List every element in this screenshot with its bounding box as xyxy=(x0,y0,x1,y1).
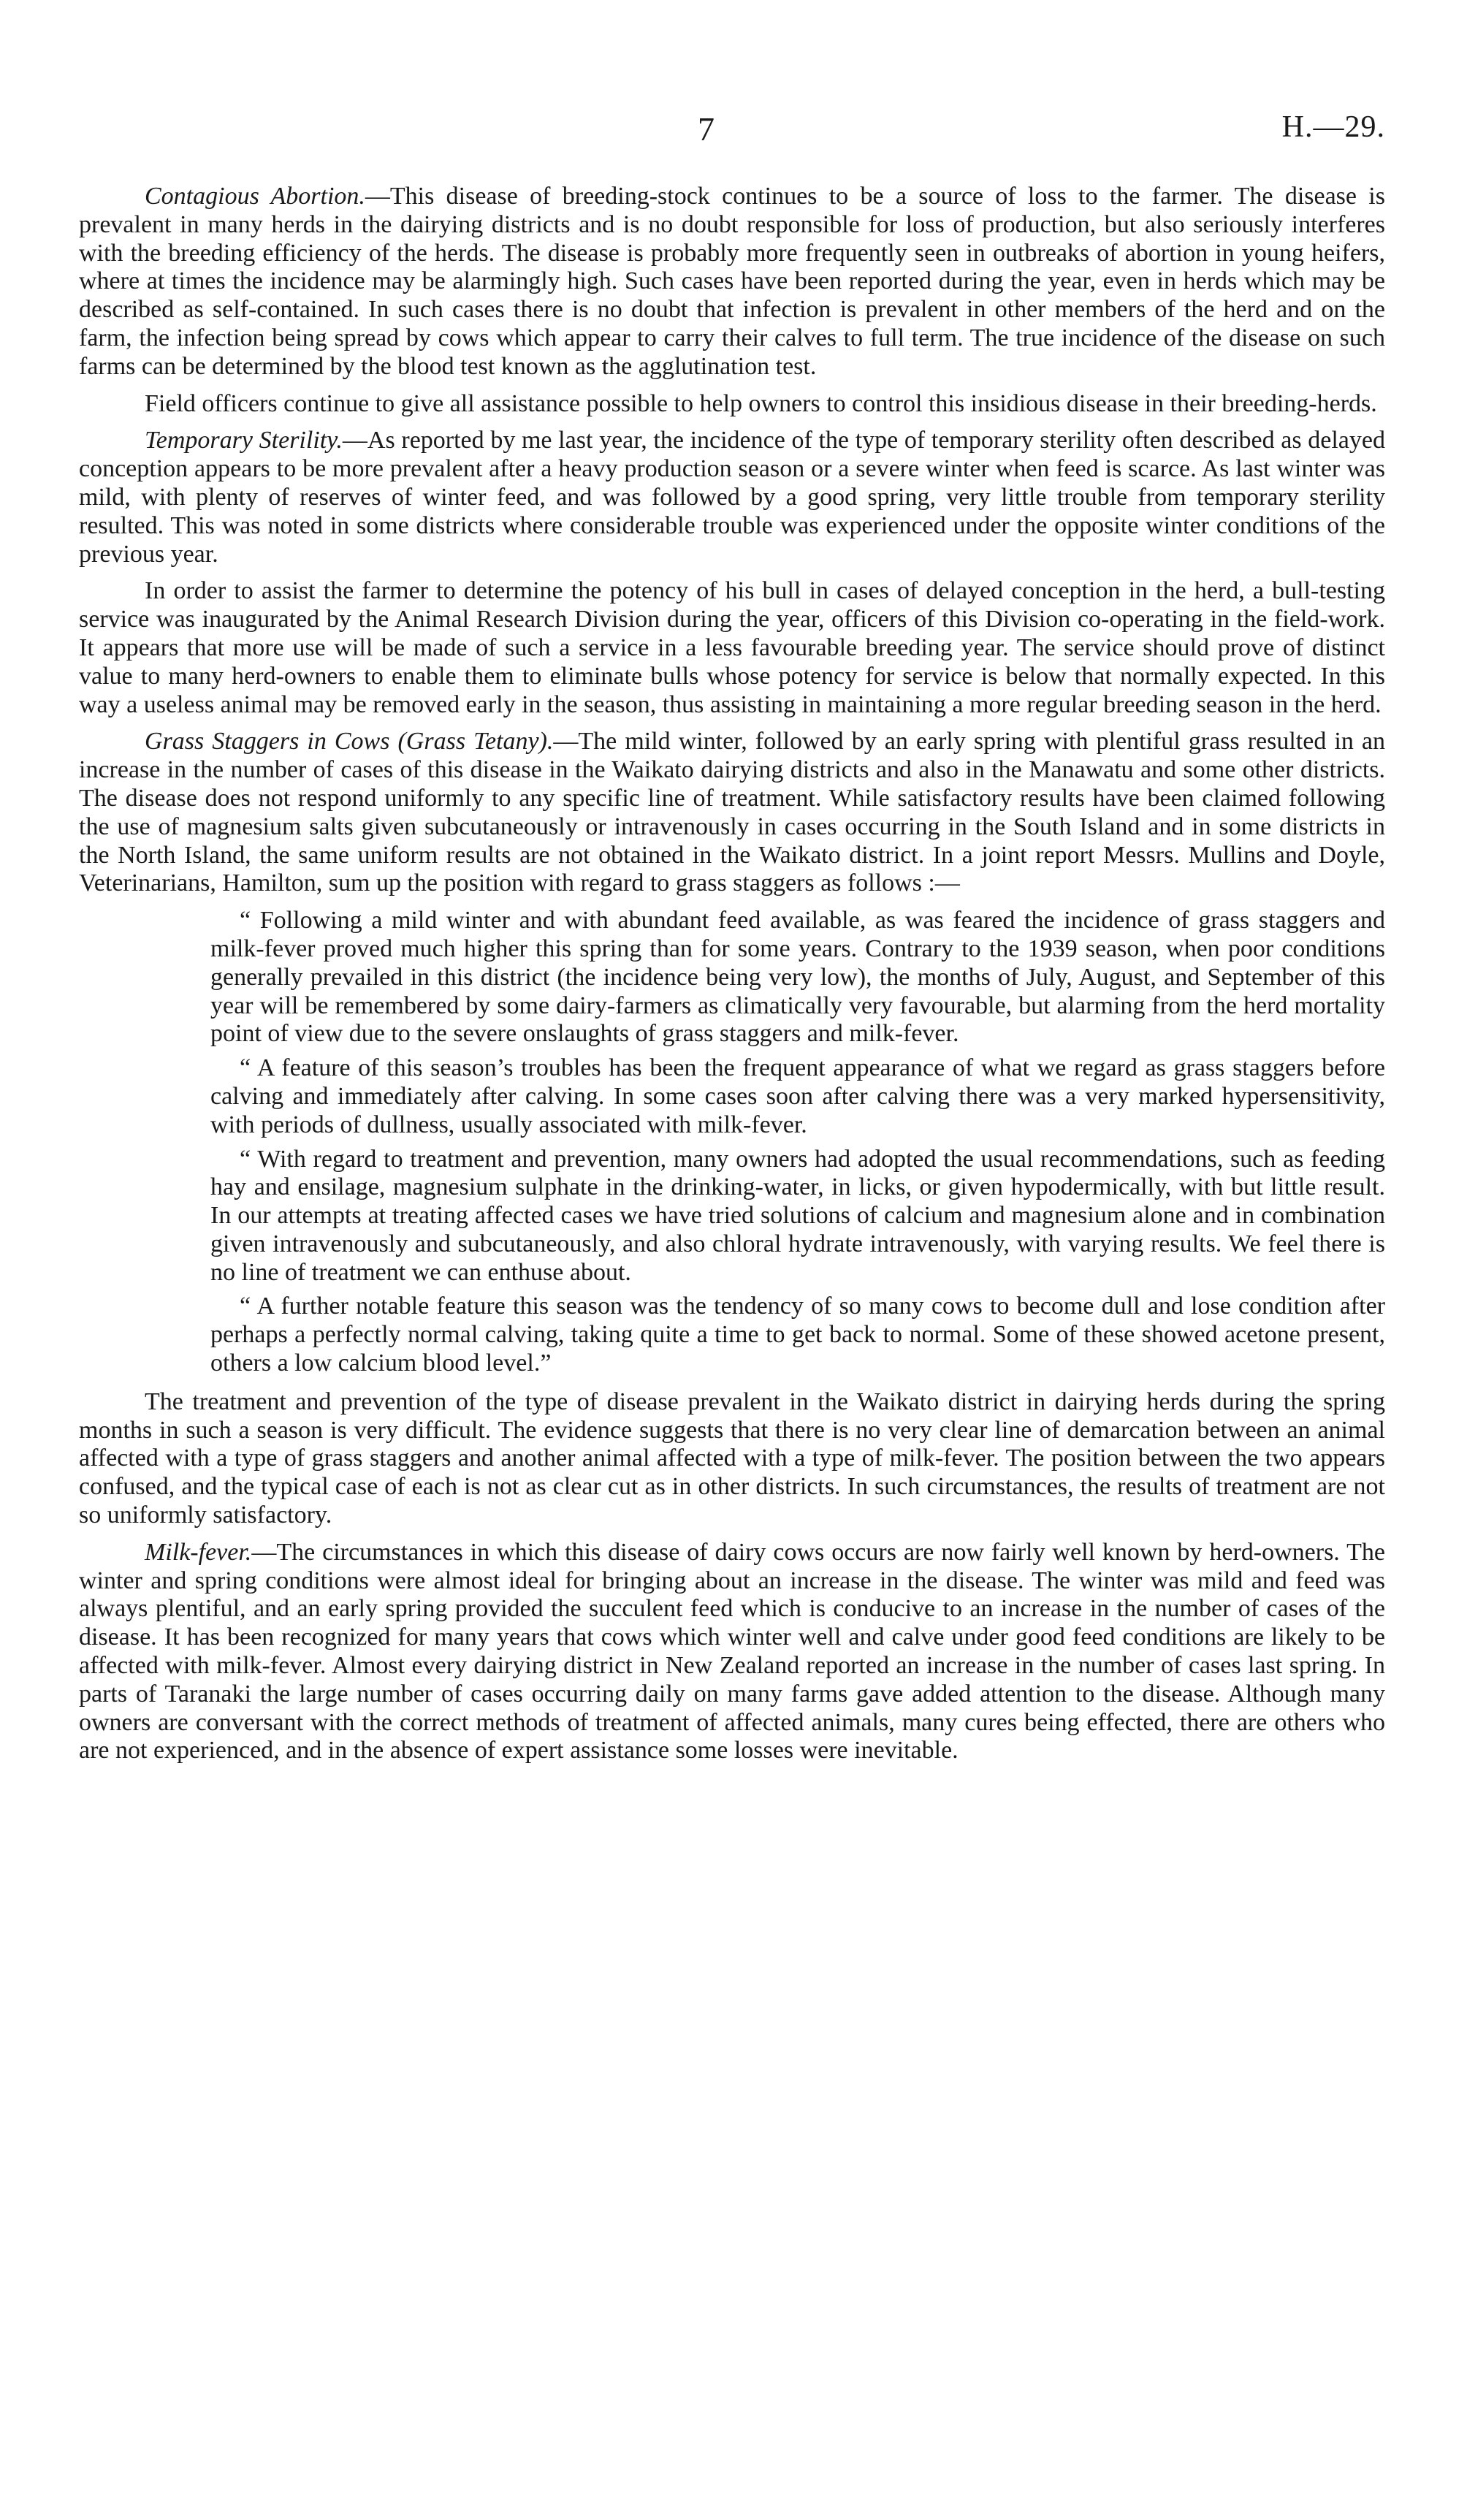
paragraph-temporary-sterility xyxy=(79,427,1385,568)
section-heading-milk-fever: Milk-fever. xyxy=(145,1538,252,1566)
block-quote xyxy=(79,907,1385,1378)
paragraph-text: —As reported by me last year, the incidence of the type of temporary sterility often described as delayed conception appears to be more prevalent after a heavy production season or a severe winter when feed is scarce. As last winter was mild, with plenty of reserves of winter feed, and was followed by a good spring, very little trouble from temporary sterility resulted. This was noted in some districts where considerable trouble was experienced under the opposite winter conditions of the previous year. xyxy=(79,427,1385,568)
paragraph-contagious-abortion xyxy=(79,183,1385,381)
paragraph-text: Field officers continue to give all assistance possible to help owners to control this insidious disease in their breeding-herds. xyxy=(145,389,1377,417)
document-reference: H.—29. xyxy=(1281,110,1385,144)
section-heading-temporary-sterility: Temporary Sterility. xyxy=(145,427,343,454)
page-number: 7 xyxy=(698,110,715,148)
paragraph-text: —The mild winter, followed by an early spring with plentiful grass resulted in an increase in the number of cases of this disease in the Waikato dairying districts and also in the Manawatu and some other districts. The disease does not respond uniformly to any specific line of treatment. While satisfactory results have been claimed following the use of magnesium salts given subcutaneously or intravenously in cases occurring in the South Island and in some districts in the North Island, the same uniform results are not obtained in the Waikato district. In a joint report Messrs. Mullins and Doyle, Veterinarians, Hamilton, sum up the position with regard to grass staggers as follows :— xyxy=(79,728,1385,897)
quote-paragraph: “ A feature of this season’s troubles has been the frequent appearance of what we regard as grass staggers before calving and immediately after calving. In some cases soon after calving there was a very marked hypersensitivity, with periods of dullness, usually associated with milk-fever. xyxy=(210,1054,1385,1138)
paragraph-text: The treatment and prevention of the type of disease prevalent in the Waikato district in dairying herds during the spring months in such a season is very difficult. The evidence suggests that there is no very clear line of demarcation between an animal affected with a type of grass staggers and another animal affected with a type of milk-fever. The position between the two appears confused, and the typical case of each is not as clear cut as in other districts. In such circumstances, the results of treatment are not so uniformly satisfactory. xyxy=(79,1387,1385,1529)
paragraph-text: —The circumstances in which this disease of dairy cows occurs are now fairly well known by herd-owners. The winter and spring conditions were almost ideal for bringing about an increase in the disease. The winter was mild and feed was always plentiful, and an early spring provided the succulent feed which is conducive to an increase in the number of cases of the disease. It has been recognized for many years that cows which winter well and calve under good feed conditions are likely to be affected with milk-fever. Almost every dairying district in New Zealand reported an increase in the number of cases last spring. In parts of Taranaki the large number of cases occurring daily on many farms gave added attention to the disease. Although many owners are conversant with the correct methods of treatment of affected animals, many cures being effected, there are others who are not experienced, and in the absence of expert assistance some losses were inevitable. xyxy=(79,1538,1385,1765)
section-heading-contagious-abortion: Contagious Abortion. xyxy=(145,183,365,210)
quote-paragraph: “ With regard to treatment and prevention, many owners had adopted the usual recommendations, such as feeding hay and ensilage, magnesium sulphate in the drinking-water, in licks, or given hypodermically, with but little result. In our attempts at treating affected cases we have tried solutions of calcium and magnesium alone and in combination given intravenously and subcutaneously, and also chloral hydrate intravenously, with varying results. We feel there is no line of treatment we can enthuse about. xyxy=(210,1145,1385,1286)
page-header xyxy=(0,110,1467,153)
body-text xyxy=(79,183,1385,1765)
quote-paragraph: “ Following a mild winter and with abundant feed available, as was feared the incidence of grass staggers and milk-fever proved much higher this spring than for some years. Contrary to the 1939 season, when poor conditions generally prevailed in this district (the incidence being very low), the months of July, August, and September of this year will be remembered by some dairy-farmers as climatically very favourable, but alarming from the herd mortality point of view due to the severe onslaughts of grass staggers and milk-fever. xyxy=(210,907,1385,1048)
paragraph-grass-staggers xyxy=(79,728,1385,898)
paragraph-text: In order to assist the farmer to determine the potency of his bull in cases of delayed conception in the herd, a bull-testing service was inaugurated by the Animal Research Division during the year, officers of this Division co-operating in the field-work. It appears that more use will be made of such a service in a less favourable breeding year. The service should prove of distinct value to many herd-owners to enable them to eliminate bulls whose potency for service is below that normally expected. In this way a useless animal may be removed early in the season, thus assisting in maintaining a more regular breeding season in the herd. xyxy=(79,577,1385,718)
quote-paragraph: “ A further notable feature this season was the tendency of so many cows to become dull and lose condition after perhaps a perfectly normal calving, taking quite a time to get back to normal. Some of these showed acetone present, others a low calcium blood level.” xyxy=(210,1293,1385,1377)
section-heading-grass-staggers: Grass Staggers in Cows (Grass Tetany). xyxy=(145,728,554,755)
paragraph-text: —This disease of breeding-stock continues to be a source of loss to the farmer. The disease is prevalent in many herds in the dairying districts and is no doubt responsible for loss of production, but also seriously interferes with the breeding efficiency of the herds. The disease is probably more frequently seen in outbreaks of abortion in young heifers, where at times the incidence may be alarmingly high. Such cases have been reported during the year, even in herds which may be described as self-contained. In such cases there is no doubt that infection is prevalent in other members of the herd and on the farm, the infection being spread by cows which appear to carry their calves to full term. The true incidence of the disease on such farms can be determined by the blood test known as the agglutination test. xyxy=(79,183,1385,380)
paragraph-milk-fever xyxy=(79,1539,1385,1765)
